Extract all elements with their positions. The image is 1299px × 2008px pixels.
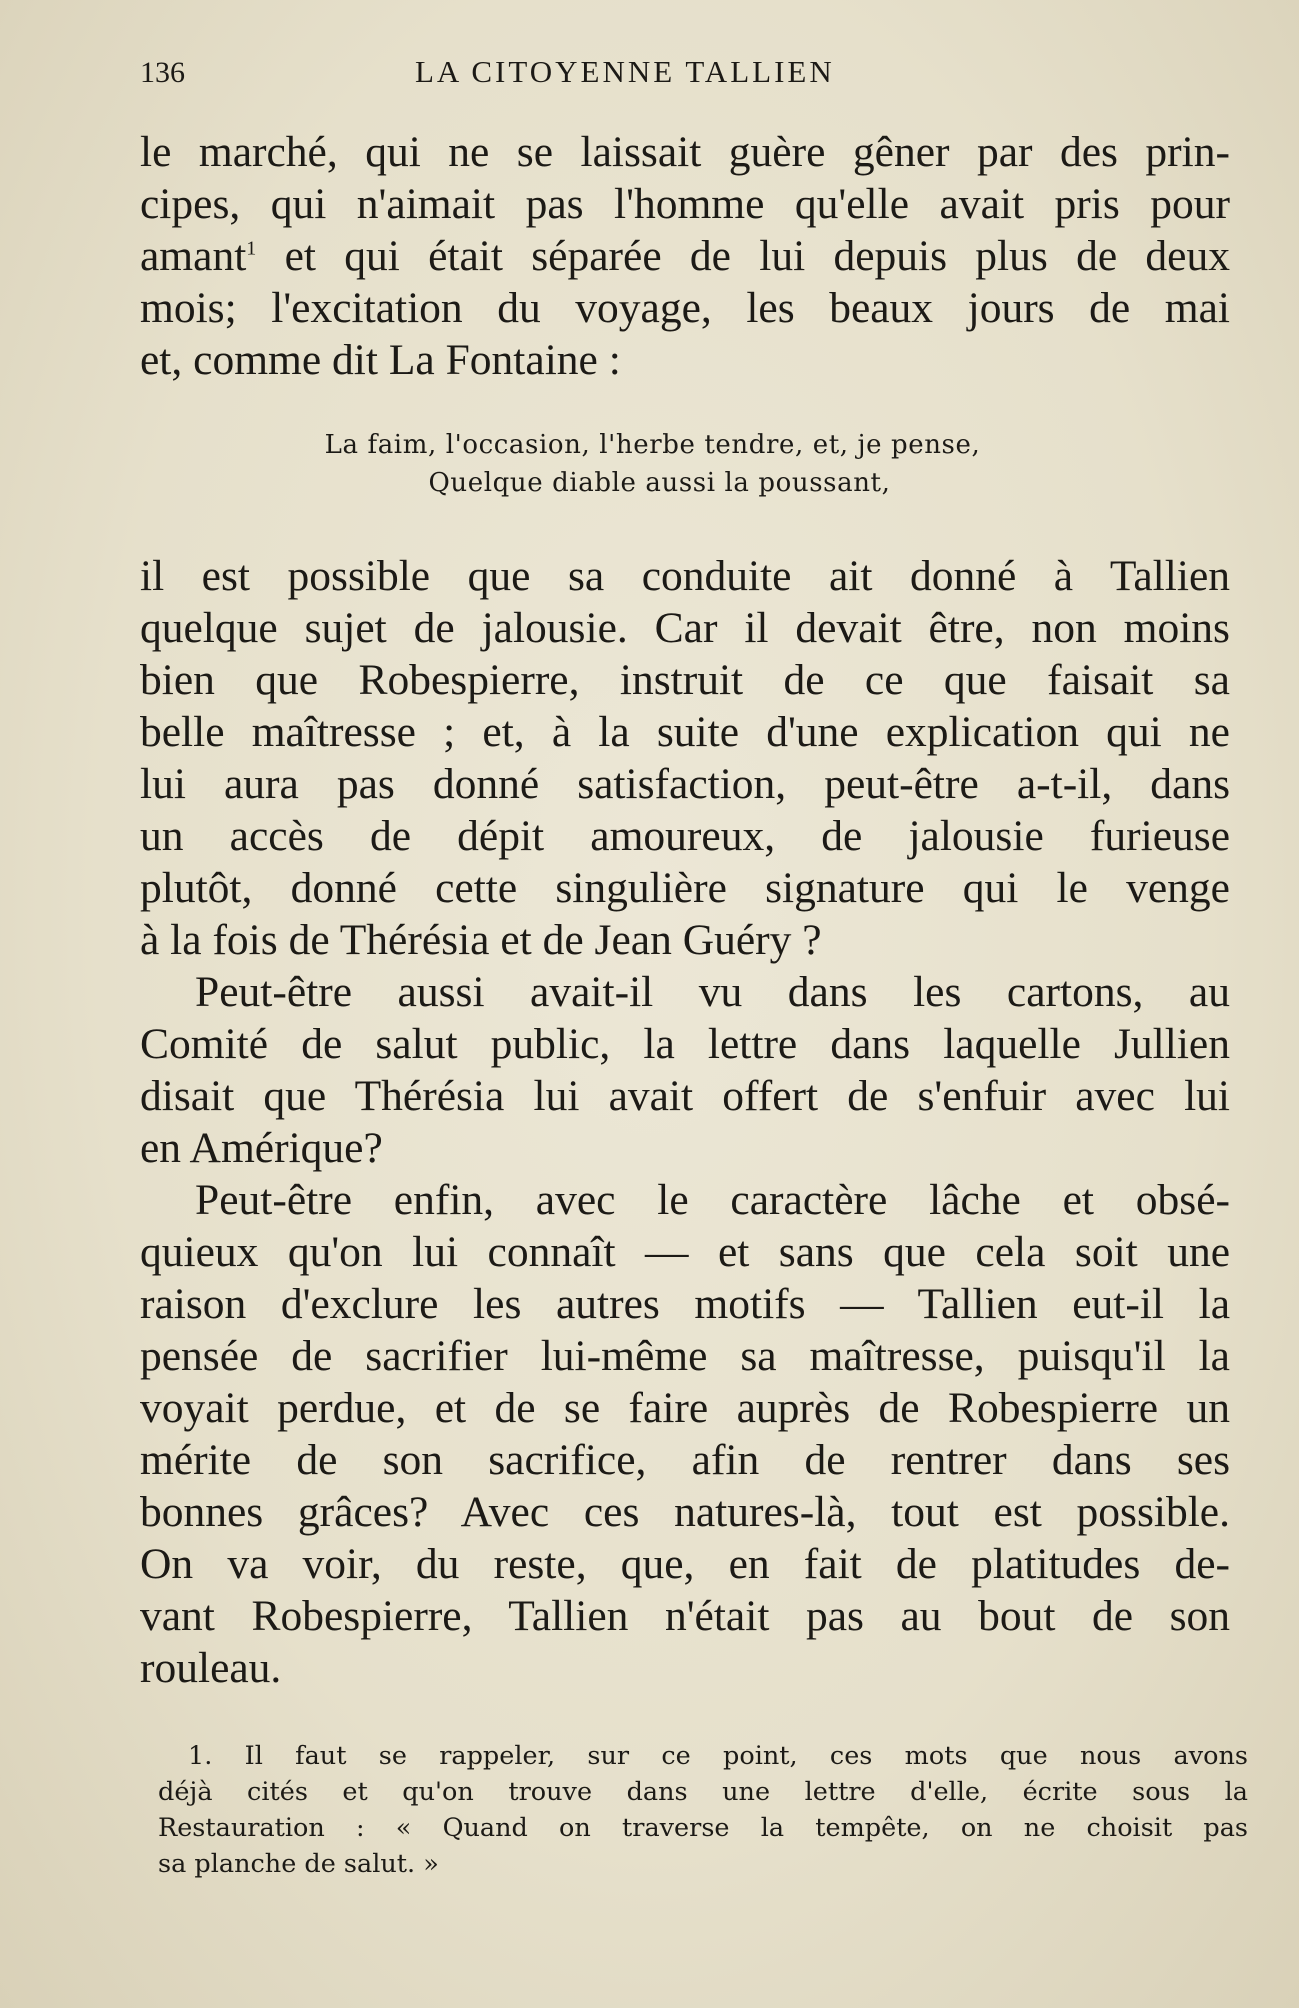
main-text	[140, 550, 1230, 1694]
text-line: mérite de son sacrifice, afin de rentrer dans ses	[140, 1436, 1230, 1484]
verse-quotation	[0, 426, 1299, 502]
text-line-with-footnote	[140, 230, 1230, 282]
text-line: belle maîtresse ; et, à la suite d'une explication qui ne	[140, 708, 1230, 756]
text-line: et, comme dit La Fontaine :	[140, 336, 621, 384]
paragraph-2	[140, 550, 1230, 966]
footnote-line: déjà cités et qu'on trouve dans une lettre d'elle, écrite sous la	[158, 1777, 1248, 1807]
text-line: disait que Thérésia lui avait offert de s'enfuir avec lui	[140, 1072, 1230, 1120]
text-line: à la fois de Thérésia et de Jean Guéry ?	[140, 916, 822, 964]
text-line: mois; l'excitation du voyage, les beaux jours de mai	[140, 284, 1230, 332]
text-line: bien que Robespierre, instruit de ce que faisait sa	[140, 656, 1230, 704]
paragraph-3	[140, 966, 1230, 1174]
page-number: 136	[140, 56, 185, 89]
text-line: le marché, qui ne se laissait guère gêner par des prin-	[140, 128, 1230, 176]
footnote-line: sa planche de salut. »	[158, 1849, 439, 1879]
text-line: quelque sujet de jalousie. Car il devait être, non moins	[140, 604, 1230, 652]
running-title: LA CITOYENNE TALLIEN	[415, 54, 835, 89]
text-line: cipes, qui n'aimait pas l'homme qu'elle avait pris pour	[140, 180, 1230, 228]
verse-line: La faim, l'occasion, l'herbe tendre, et, je pense,	[324, 430, 981, 460]
text-line: plutôt, donné cette singulière signature qui le venge	[140, 864, 1230, 912]
text-line: Peut-être aussi avait-il vu dans les cartons, au	[195, 968, 1230, 1016]
footnote-line: Restauration : « Quand on traverse la tempête, on ne choisit pas	[158, 1813, 1248, 1843]
text-line: Comité de salut public, la lettre dans laquelle Jullien	[140, 1020, 1230, 1068]
text-segment: amant	[140, 232, 247, 280]
footnote	[158, 1738, 1248, 1882]
text-line: vant Robespierre, Tallien n'était pas au bout de son	[140, 1592, 1230, 1640]
text-line: lui aura pas donné satisfaction, peut-être a-t-il, dans	[140, 760, 1230, 808]
text-line: il est possible que sa conduite ait donné à Tallien	[140, 552, 1230, 600]
text-line: un accès de dépit amoureux, de jalousie furieuse	[140, 812, 1230, 860]
running-head	[140, 52, 1140, 100]
text-line: bonnes grâces? Avec ces natures-là, tout est possible.	[140, 1488, 1230, 1536]
paragraph-1	[140, 126, 1230, 386]
paragraph-4	[140, 1174, 1230, 1694]
text-line: Peut-être enfin, avec le caractère lâche et obsé-	[195, 1176, 1230, 1224]
text-line: raison d'exclure les autres motifs — Tallien eut-il la	[140, 1280, 1230, 1328]
text-line: en Amérique?	[140, 1124, 383, 1172]
footnote-line: 1. Il faut se rappeler, sur ce point, ces mots que nous avons	[188, 1741, 1248, 1771]
text-line: pensée de sacrifier lui-même sa maîtresse, puisqu'il la	[140, 1332, 1230, 1380]
text-segment: et qui était séparée de lui depuis plus de deux	[284, 232, 1230, 280]
text-line: voyait perdue, et de se faire auprès de Robespierre un	[140, 1384, 1230, 1432]
text-line: quieux qu'on lui connaît — et sans que cela soit une	[140, 1228, 1230, 1276]
text-line: On va voir, du reste, que, en fait de platitudes de-	[140, 1540, 1230, 1588]
verse-line: Quelque diable aussi la poussant,	[428, 468, 891, 498]
text-line: rouleau.	[140, 1644, 282, 1692]
footnote-reference: 1	[246, 237, 257, 260]
